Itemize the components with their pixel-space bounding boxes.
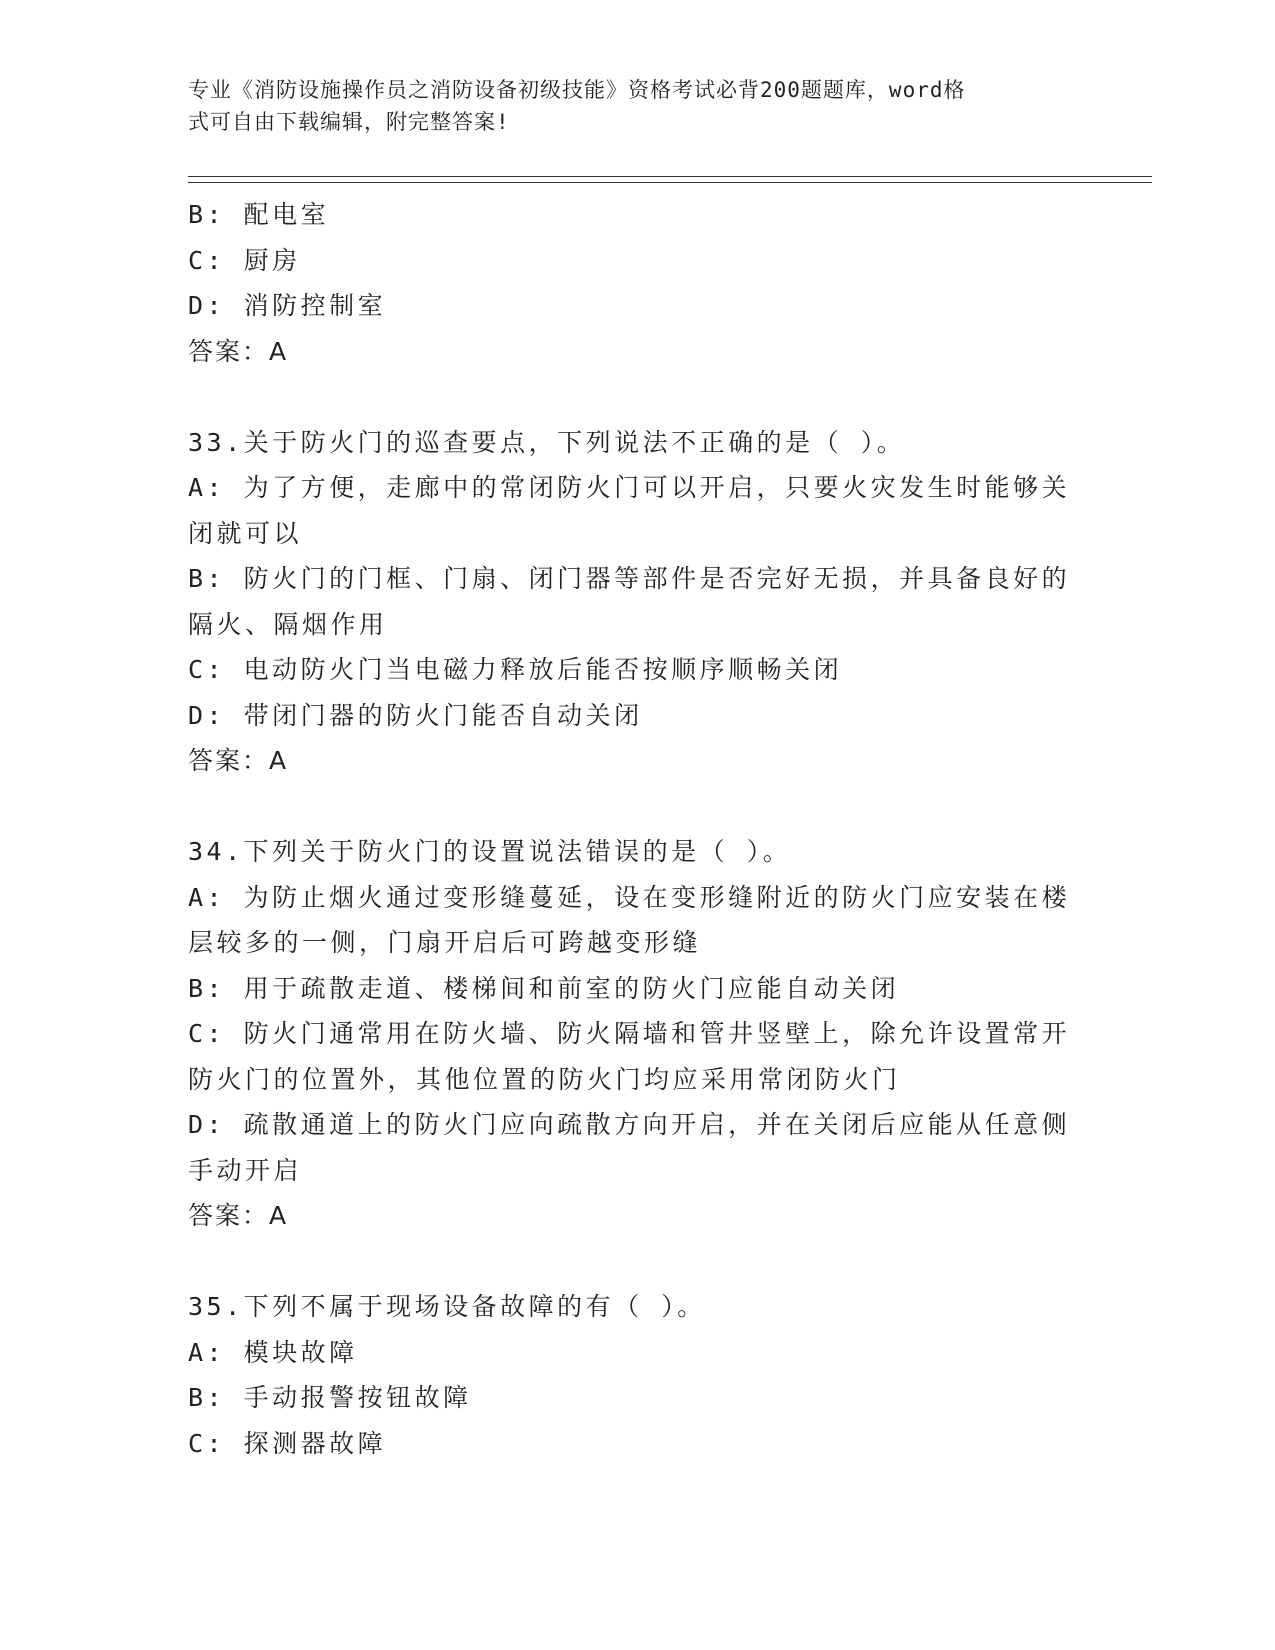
option-d: D: 疏散通道上的防火门应向疏散方向开启，并在关闭后应能从任意侧 <box>188 1110 1071 1139</box>
header-line-2: 式可自由下载编辑，附完整答案! <box>188 110 510 134</box>
option-d-continued: 手动开启 <box>188 1155 303 1185</box>
answer: 答案：A <box>188 746 289 775</box>
option-a: A: 为防止烟火通过变形缝蔓延，设在变形缝附近的防火门应安装在楼 <box>188 882 1071 912</box>
header-line-1: 专业《消防设施操作员之消防设备初级技能》资格考试必背200题题库，word格 <box>188 78 966 102</box>
question-stem: 35.下列不属于现场设备故障的有（ ）。 <box>188 1292 706 1321</box>
header-divider <box>188 176 1152 183</box>
answer: 答案：A <box>188 1201 289 1230</box>
option-b: B: 用于疏散走道、楼梯间和前室的防火门应能自动关闭 <box>188 973 900 1003</box>
question-32-tail <box>188 192 1078 374</box>
option-a: A: 模块故障 <box>188 1337 358 1367</box>
option-a-continued: 层较多的一侧，门扇开启后可跨越变形缝 <box>188 928 702 957</box>
answer: 答案：A <box>188 336 289 366</box>
option-b: B: 防火门的门框、门扇、闭门器等部件是否完好无损，并具备良好的 <box>188 564 1071 593</box>
spacer <box>188 784 1078 830</box>
option-d: D: 消防控制室 <box>188 291 387 320</box>
question-stem: 33.关于防火门的巡查要点，下列说法不正确的是（ ）。 <box>188 427 906 457</box>
option-d: D: 带闭门器的防火门能否自动关闭 <box>188 700 643 730</box>
option-c: C: 防火门通常用在防火墙、防火隔墙和管井竖壁上，除允许设置常开 <box>188 1019 1071 1048</box>
option-a: A: 为了方便，走廊中的常闭防火门可以开启，只要火灾发生时能够关 <box>188 473 1071 502</box>
option-c: C: 厨房 <box>188 245 301 275</box>
question-stem: 34.下列关于防火门的设置说法错误的是（ ）。 <box>188 837 792 866</box>
question-33 <box>188 420 1078 784</box>
option-b: B: 配电室 <box>188 200 330 229</box>
question-34 <box>188 829 1078 1239</box>
option-b: B: 手动报警按钮故障 <box>188 1383 472 1412</box>
spacer <box>188 374 1078 420</box>
option-c: C: 探测器故障 <box>188 1428 387 1458</box>
option-c: C: 电动防火门当电磁力释放后能否按顺序顺畅关闭 <box>188 655 843 684</box>
option-b-continued: 隔火、隔烟作用 <box>188 609 388 639</box>
question-35 <box>188 1284 1078 1466</box>
option-c-continued: 防火门的位置外，其他位置的防火门均应采用常闭防火门 <box>188 1064 901 1094</box>
question-list <box>188 192 1078 1466</box>
option-a-continued: 闭就可以 <box>188 518 303 548</box>
page-header <box>188 74 1068 138</box>
spacer <box>188 1239 1078 1285</box>
